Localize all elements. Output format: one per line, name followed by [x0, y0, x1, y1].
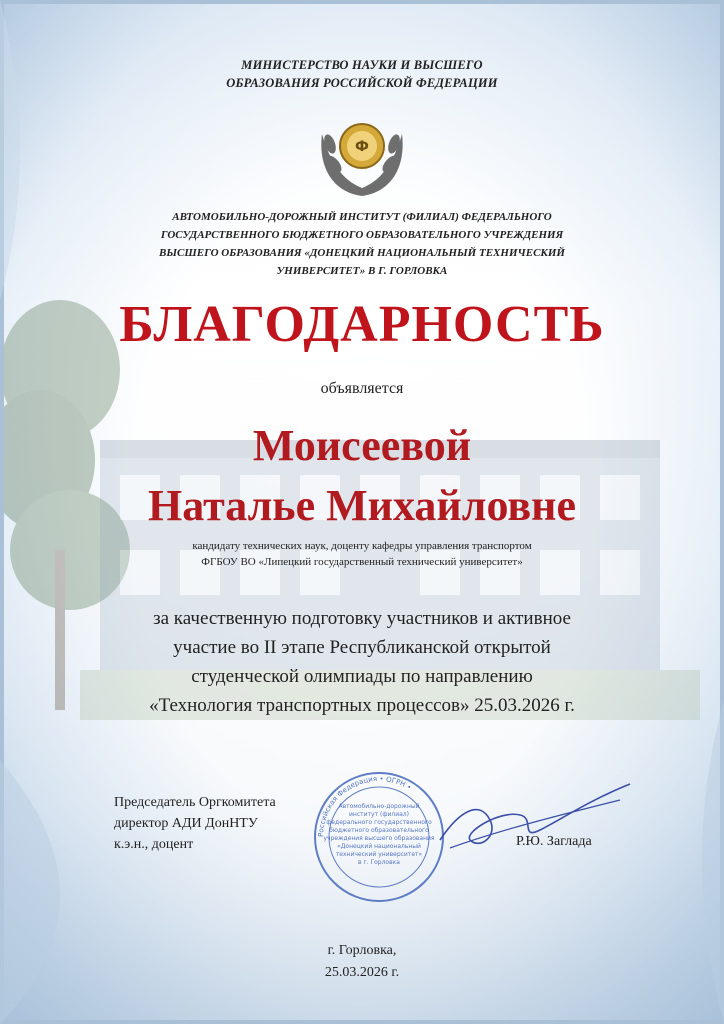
ministry-line-1: МИНИСТЕРСТВО НАУКИ И ВЫСШЕГО [241, 58, 483, 72]
issue-date: 25.03.2026 г. [324, 965, 400, 980]
signatory-name: Р.Ю. Заглада [516, 834, 592, 849]
stamp-inner-line: в г. Горловка [358, 859, 400, 866]
city: г. Горловка, [327, 943, 397, 958]
position-line: кандидату технических наук, доценту кафедры управления транспортом [192, 540, 532, 552]
signatory-line: Председатель Оргкомитета [114, 795, 276, 810]
recipient-surname: Моисеевой [252, 421, 472, 470]
ministry-line-2: ОБРАЗОВАНИЯ РОССИЙСКОЙ ФЕДЕРАЦИИ [226, 76, 498, 90]
recipient-given-names: Наталье Михайловне [148, 481, 576, 530]
position-line: ФГБОУ ВО «Липецкий государственный технический университет» [201, 556, 523, 568]
reason-line: участие во II этапе Республиканской открытой [173, 637, 551, 658]
institute-line: ВЫСШЕГО ОБРАЗОВАНИЯ «ДОНЕЦКИЙ НАЦИОНАЛЬНЫЙ ТЕХНИЧЕСКИЙ [159, 247, 565, 259]
signatory-line: к.э.н., доцент [114, 837, 194, 852]
signatory-line: директор АДИ ДонНТУ [114, 816, 258, 831]
stamp-inner-line: бюджетного образовательного [329, 827, 429, 834]
stamp-inner-line: Автомобильно-дорожный [338, 803, 420, 810]
place-and-date [0, 940, 724, 984]
stamp-inner-line: учреждения высшего образования [323, 835, 435, 842]
stamp-inner-line: федерального государственного [326, 819, 432, 826]
svg-text:Ф: Ф [355, 139, 369, 155]
recipient-position [100, 538, 624, 570]
reason-text [60, 604, 664, 720]
signatory-title [114, 792, 276, 855]
emblem-logo [312, 104, 412, 200]
document-title: БЛАГОДАРНОСТЬ [119, 296, 605, 353]
institute-line: ГОСУДАРСТВЕННОГО БЮДЖЕТНОГО ОБРАЗОВАТЕЛЬНОГО УЧРЕЖДЕНИЯ [160, 229, 564, 241]
institute-line: АВТОМОБИЛЬНО-ДОРОЖНЫЙ ИНСТИТУТ (ФИЛИАЛ) ФЕДЕРАЛЬНОГО [172, 211, 552, 223]
stamp-inner-line: «Донецкий национальный [337, 843, 421, 850]
stamp-ring-text: Российская Федерация • ОГРН • [316, 774, 413, 838]
ministry-heading [0, 56, 724, 92]
reason-line: «Технология транспортных процессов» 25.03.2026 г. [149, 695, 575, 716]
reason-line: за качественную подготовку участников и активное [153, 608, 571, 629]
institute-line: УНИВЕРСИТЕТ» В Г. ГОРЛОВКА [276, 265, 448, 277]
stamp-inner-line: технический университет» [335, 851, 423, 858]
reason-line: студенческой олимпиады по направлению [191, 666, 533, 687]
stamp-inner-line: институт (филиал) [349, 811, 409, 818]
announce-text: объявляется [320, 380, 404, 397]
institute-heading [100, 208, 624, 280]
